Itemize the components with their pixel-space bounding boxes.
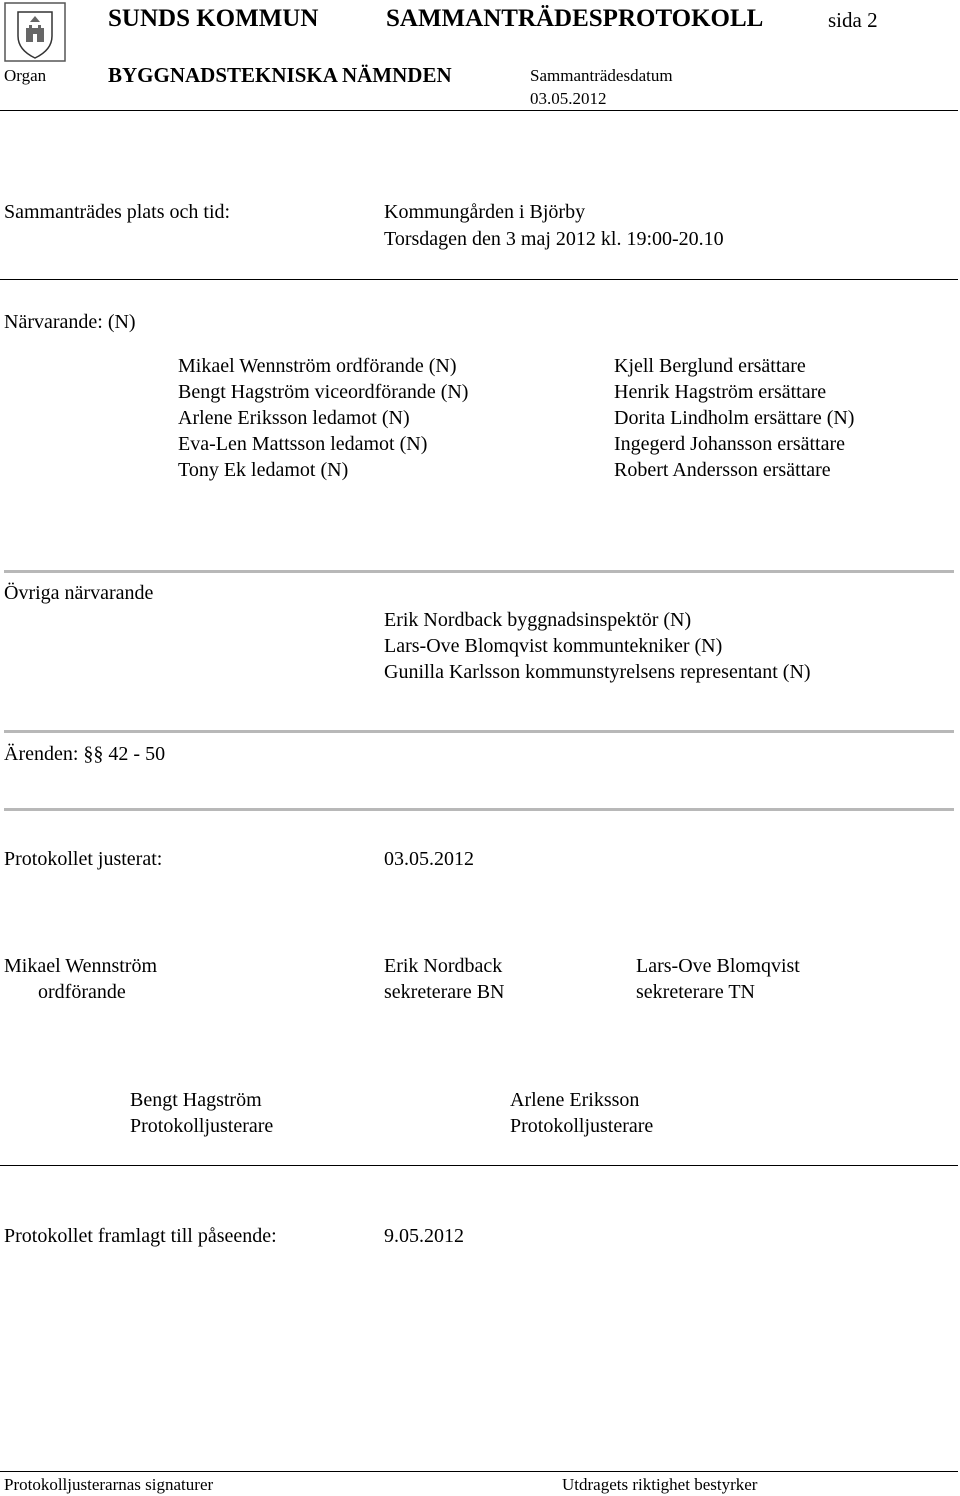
adjusted-date: 03.05.2012 xyxy=(384,848,474,870)
list-item: Lars-Ove Blomqvist kommuntekniker (N) xyxy=(384,635,723,657)
organ-label: Organ xyxy=(4,66,47,85)
list-item: Mikael Wennström ordförande (N) xyxy=(178,355,457,377)
adjuster-role: Protokolljusterare xyxy=(510,1115,654,1137)
venue-divider xyxy=(0,279,958,280)
adjuster-2 xyxy=(510,1087,653,1139)
footer-signatures-label: Protokolljusterarnas signaturer xyxy=(4,1475,214,1494)
signature-secretary-tn xyxy=(636,953,800,1005)
list-item: Arlene Eriksson ledamot (N) xyxy=(178,407,410,429)
page-number: sida 2 xyxy=(828,8,878,32)
meeting-date: 03.05.2012 xyxy=(530,89,607,108)
others-divider xyxy=(4,730,954,733)
list-item: Kjell Berglund ersättare xyxy=(614,355,806,377)
list-item: Tony Ek ledamot (N) xyxy=(178,459,349,481)
venue-time: Torsdagen den 3 maj 2012 kl. 19:00-20.10 xyxy=(384,228,724,250)
venue-label: Sammanträdes plats och tid: xyxy=(4,201,231,223)
signature-chairman xyxy=(4,953,157,1005)
list-item: Bengt Hagström viceordförande (N) xyxy=(178,381,469,403)
presented-date: 9.05.2012 xyxy=(384,1225,464,1247)
list-item: Erik Nordback byggnadsinspektör (N) xyxy=(384,609,692,631)
adjuster-1 xyxy=(130,1087,273,1139)
municipality-crest-logo xyxy=(4,2,66,62)
others-list xyxy=(384,607,811,685)
footer-divider xyxy=(0,1471,958,1472)
present-left-column xyxy=(178,353,468,483)
present-right-column xyxy=(614,353,854,483)
present-label: Närvarande: (N) xyxy=(4,311,136,333)
document-title: SAMMANTRÄDESPROTOKOLL xyxy=(386,5,764,32)
signature-name: Mikael Wennström xyxy=(4,955,157,977)
adjusted-label: Protokollet justerat: xyxy=(4,848,163,870)
others-label: Övriga närvarande xyxy=(4,582,154,604)
adjuster-role: Protokolljusterare xyxy=(130,1115,274,1137)
list-item: Gunilla Karlsson kommunstyrelsens representant (N) xyxy=(384,661,811,683)
footer-verification-label: Utdragets riktighet bestyrker xyxy=(562,1475,758,1494)
signature-role: sekreterare BN xyxy=(384,981,505,1003)
signature-role: ordförande xyxy=(38,981,126,1003)
municipality-name: SUNDS KOMMUN xyxy=(108,5,319,32)
presented-label: Protokollet framlagt till påseende: xyxy=(4,1225,277,1247)
list-item: Dorita Lindholm ersättare (N) xyxy=(614,407,855,429)
list-item: Ingegerd Johansson ersättare xyxy=(614,433,846,455)
list-item: Henrik Hagström ersättare xyxy=(614,381,827,403)
signature-role: sekreterare TN xyxy=(636,981,756,1003)
present-divider xyxy=(4,570,954,573)
adjusters-divider xyxy=(0,1165,958,1166)
matters-divider xyxy=(4,808,954,811)
list-item: Eva-Len Mattsson ledamot (N) xyxy=(178,433,428,455)
matters: Ärenden: §§ 42 - 50 xyxy=(4,743,166,765)
adjuster-name: Arlene Eriksson xyxy=(510,1089,640,1111)
signature-name: Lars-Ove Blomqvist xyxy=(636,955,800,977)
list-item: Robert Andersson ersättare xyxy=(614,459,831,481)
adjuster-name: Bengt Hagström xyxy=(130,1089,262,1111)
venue-place: Kommungården i Björby xyxy=(384,201,586,223)
header-divider xyxy=(0,110,958,111)
signature-name: Erik Nordback xyxy=(384,955,503,977)
organ-name: BYGGNADSTEKNISKA NÄMNDEN xyxy=(108,63,452,87)
signature-secretary-bn xyxy=(384,953,505,1005)
meeting-date-label: Sammanträdesdatum xyxy=(530,66,673,85)
